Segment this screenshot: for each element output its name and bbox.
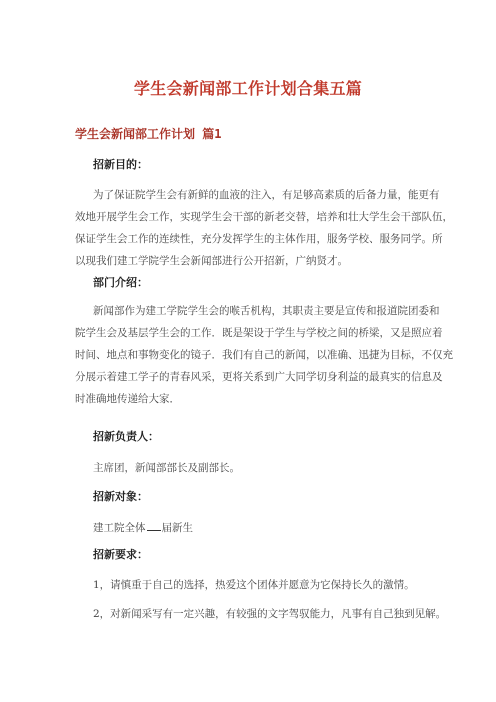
target-text [93, 519, 193, 536]
section-title: 学生会新闻部工作计划 篇1 [75, 127, 222, 141]
paragraph-line: 为了保证院学生会有新鲜的血液的注入，有足够高素质的后备力量，能更有 [93, 189, 440, 201]
paragraph-line: 以现我们建工学院学生会新闻部进行公开招新，广纳贤才。 [75, 255, 348, 267]
requirement-1: 1，请慎重于自己的选择，热爱这个团体并愿意为它保持长久的激情。 [93, 579, 415, 591]
paragraph-line: 时间、地点和事物变化的镜子．我们有自己的新闻，以准确、迅捷为目标，不仅充 [75, 349, 453, 361]
requirement-2: 2，对新闻采写有一定兴趣，有较强的文字驾驭能力，凡事有自己独到见解。 [93, 608, 447, 620]
heading-purpose: 招新目的： [93, 158, 148, 171]
paragraph-line: 效地开展学生会工作，实现学生会干部的新老交替，培养和壮大学生会干部队伍， [75, 211, 453, 223]
paragraph-line: 分展示着建工学子的青春风采，更将关系到广大同学切身利益的最真实的信息及 [75, 371, 443, 383]
blank-underline [147, 519, 161, 531]
paragraph-line: 时准确地传递给大家． [75, 393, 180, 405]
paragraph-line: 保证学生会工作的连续性，充分发挥学生的主体作用，服务学校、服务同学。所 [75, 233, 443, 245]
heading-owner: 招新负责人： [93, 430, 159, 443]
paragraph-purpose [75, 184, 453, 272]
heading-requirements: 招新要求： [93, 548, 148, 561]
owner-text: 主席团，新闻部部长及副部长。 [93, 462, 240, 474]
document-title: 学生会新闻部工作计划合集五篇 [133, 79, 363, 98]
paragraph-intro [75, 300, 453, 410]
paragraph-line: 院学生会及基层学生会的工作．既是架设于学生与学校之间的桥梁，又是照应着 [75, 327, 443, 339]
heading-intro: 部门介绍： [93, 276, 148, 289]
target-prefix: 建工院全体 [93, 522, 146, 534]
target-suffix: 届新生 [161, 522, 193, 534]
heading-target: 招新对象： [93, 490, 148, 503]
paragraph-line: 新闻部作为建工学院学生会的喉舌机构，其职责主要是宣传和报道院团委和 [93, 305, 440, 317]
